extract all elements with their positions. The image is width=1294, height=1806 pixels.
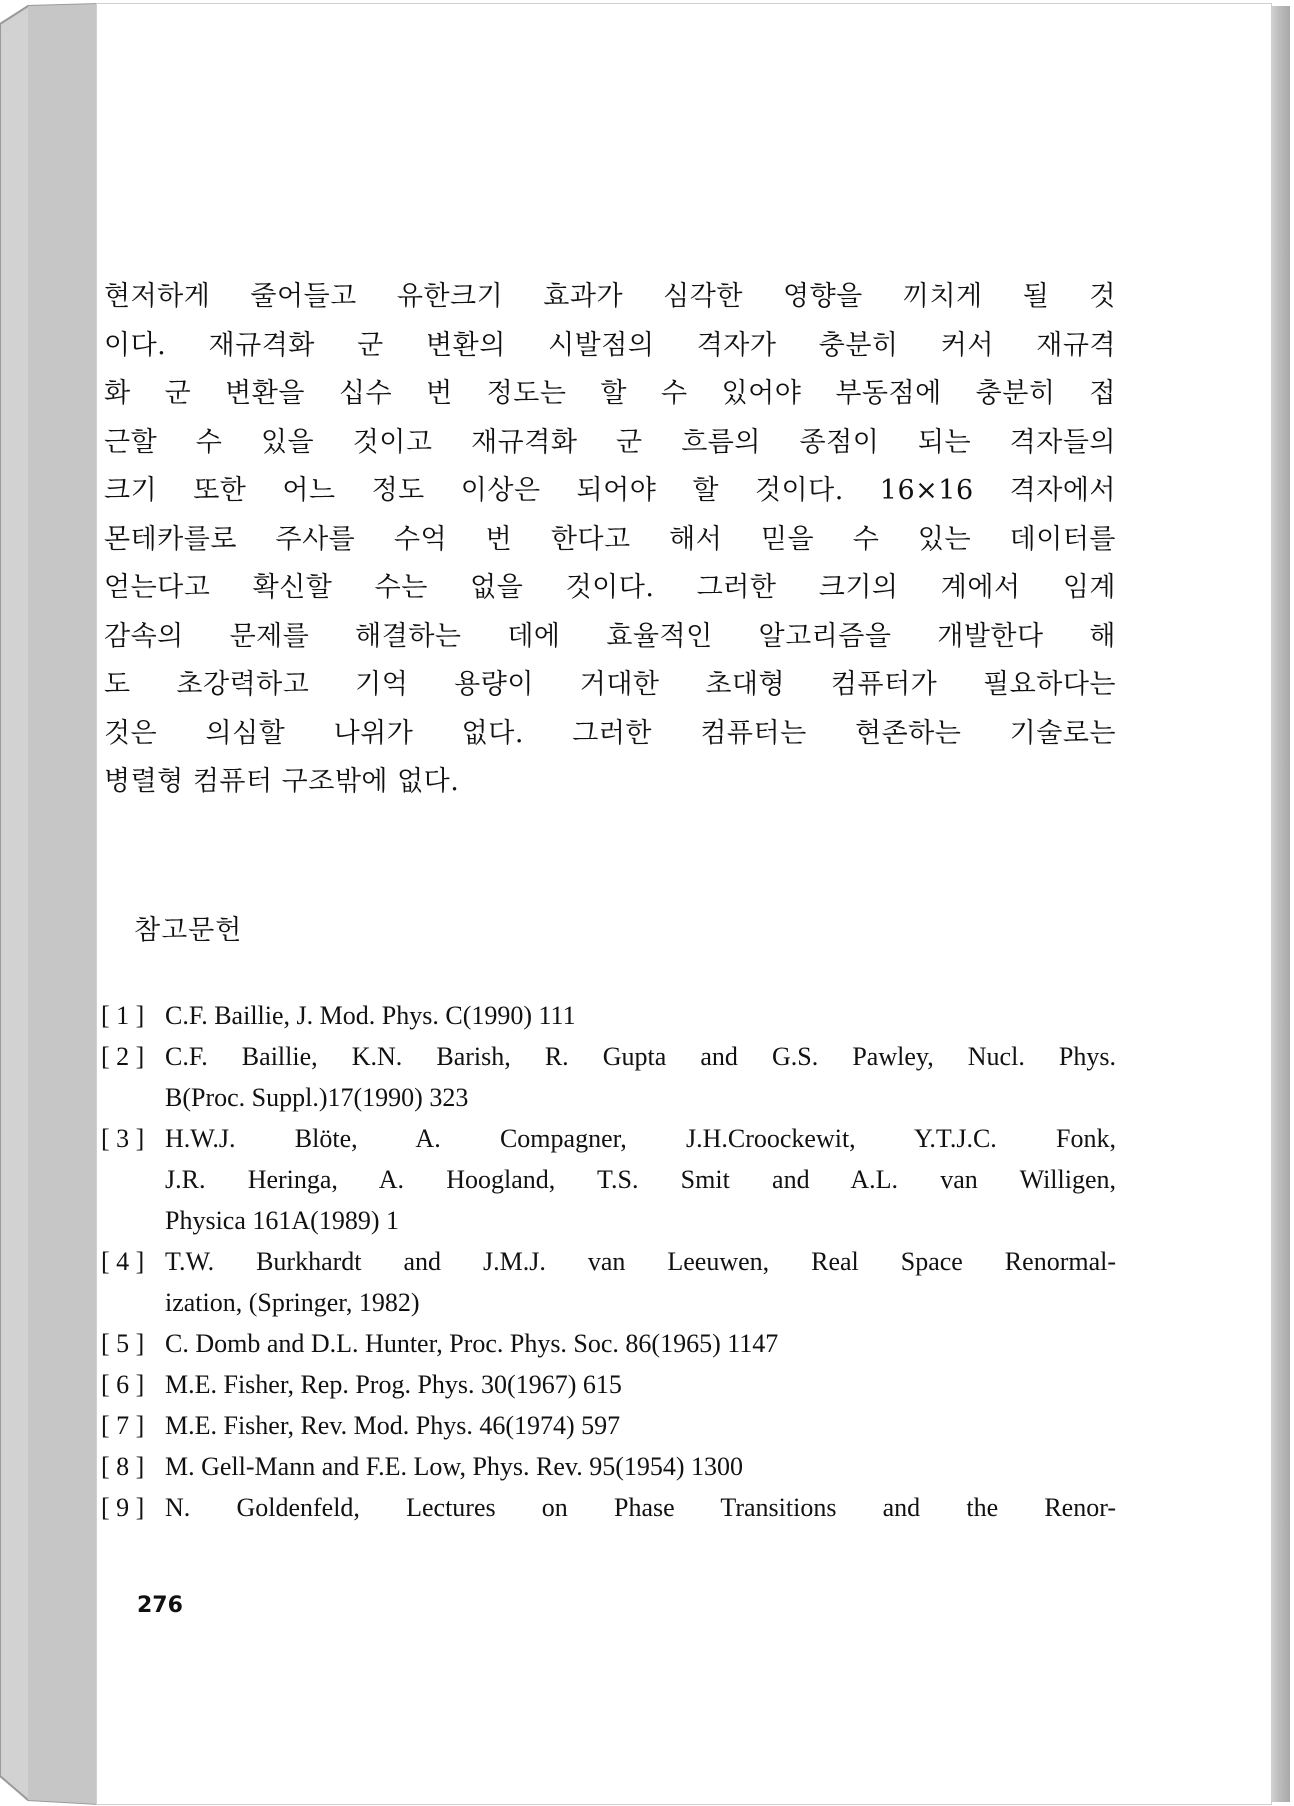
reference-number: [ 3 ] bbox=[101, 1124, 145, 1153]
reference-number: [ 6 ] bbox=[101, 1370, 145, 1399]
reference-line: M. Gell-Mann and F.E. Low, Phys. Rev. 95(1954) 1300 bbox=[165, 1452, 744, 1481]
body-line: 것은 의심할 나위가 없다. 그러한 컴퓨터는 현존하는 기술로는 bbox=[104, 717, 1116, 749]
reference-line: H.W.J. Blöte, A. Compagner, J.H.Croockewit, Y.T.J.C. Fonk, bbox=[165, 1124, 1116, 1153]
reference-item bbox=[101, 1323, 1116, 1364]
reference-list bbox=[101, 995, 1116, 1528]
page-number: 276 bbox=[137, 1593, 183, 1618]
body-line: 병렬형 컴퓨터 구조밖에 없다. bbox=[104, 766, 460, 797]
reference-item bbox=[101, 1118, 1116, 1241]
reference-line: C.F. Baillie, J. Mod. Phys. C(1990) 111 bbox=[165, 1001, 576, 1030]
reference-item bbox=[101, 1405, 1116, 1446]
reference-item bbox=[101, 995, 1116, 1036]
reference-line: Physica 161A(1989) 1 bbox=[165, 1206, 399, 1235]
body-line: 현저하게 줄어들고 유한크기 효과가 심각한 영향을 끼치게 될 것 bbox=[104, 281, 1116, 312]
references-heading: 참고문헌 bbox=[134, 915, 243, 946]
body-line: 얻는다고 확신할 수는 없을 것이다. 그러한 크기의 계에서 임계 bbox=[104, 572, 1116, 603]
reference-item bbox=[101, 1364, 1116, 1405]
reference-line: ization, (Springer, 1982) bbox=[165, 1288, 420, 1317]
reference-item bbox=[101, 1446, 1116, 1487]
reference-item bbox=[101, 1487, 1116, 1528]
body-line: 몬테카를로 주사를 수억 번 한다고 해서 믿을 수 있는 데이터를 bbox=[104, 523, 1116, 555]
body-line: 도 초강력하고 기억 용량이 거대한 초대형 컴퓨터가 필요하다는 bbox=[104, 669, 1116, 700]
reference-number: [ 2 ] bbox=[101, 1042, 145, 1071]
body-line: 근할 수 있을 것이고 재규격화 군 흐름의 종점이 되는 격자들의 bbox=[104, 426, 1116, 458]
body-line: 크기 또한 어느 정도 이상은 되어야 할 것이다. 16×16 격자에서 bbox=[104, 475, 1116, 506]
reference-line: T.W. Burkhardt and J.M.J. van Leeuwen, Real Space Renormal- bbox=[165, 1247, 1116, 1276]
reference-item bbox=[101, 1241, 1116, 1323]
reference-line: C.F. Baillie, K.N. Barish, R. Gupta and G.S. Pawley, Nucl. Phys. bbox=[165, 1042, 1116, 1071]
reference-number: [ 4 ] bbox=[101, 1247, 145, 1276]
reference-number: [ 7 ] bbox=[101, 1411, 145, 1440]
reference-number: [ 9 ] bbox=[101, 1493, 145, 1522]
reference-line: N. Goldenfeld, Lectures on Phase Transitions and the Renor- bbox=[165, 1493, 1116, 1522]
reference-number: [ 5 ] bbox=[101, 1329, 145, 1358]
reference-line: B(Proc. Suppl.)17(1990) 323 bbox=[165, 1083, 469, 1112]
body-line: 이다. 재규격화 군 변환의 시발점의 격자가 충분히 커서 재규격 bbox=[104, 329, 1116, 361]
reference-number: [ 8 ] bbox=[101, 1452, 145, 1481]
reference-line: M.E. Fisher, Rev. Mod. Phys. 46(1974) 597 bbox=[165, 1411, 621, 1440]
reference-line: M.E. Fisher, Rep. Prog. Phys. 30(1967) 615 bbox=[165, 1370, 622, 1399]
body-line: 화 군 변환을 십수 번 정도는 할 수 있어야 부동점에 충분히 접 bbox=[104, 378, 1116, 409]
reference-number: [ 1 ] bbox=[101, 1001, 145, 1030]
body-text bbox=[104, 273, 1116, 807]
body-line: 감속의 문제를 해결하는 데에 효율적인 알고리즘을 개발한다 해 bbox=[104, 620, 1116, 652]
book-spine-edge bbox=[0, 0, 110, 1806]
reference-line: C. Domb and D.L. Hunter, Proc. Phys. Soc. 86(1965) 1147 bbox=[165, 1329, 779, 1358]
reference-item bbox=[101, 1036, 1116, 1118]
reference-line: J.R. Heringa, A. Hoogland, T.S. Smit and A.L. van Willigen, bbox=[165, 1165, 1116, 1194]
